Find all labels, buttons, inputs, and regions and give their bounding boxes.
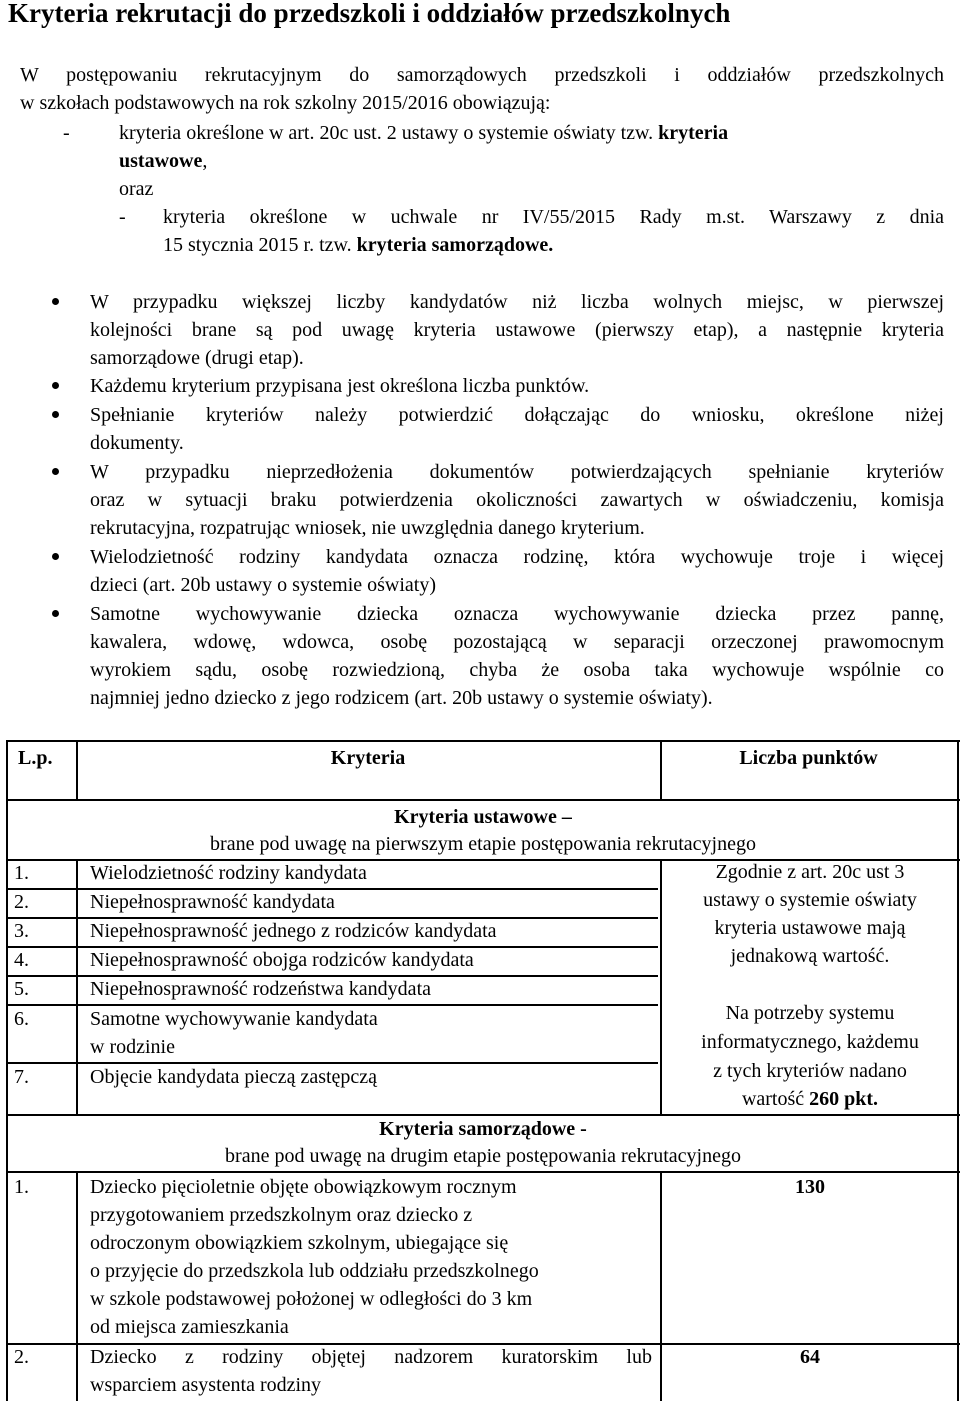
dash-item-2-text: 15 stycznia 2015 r. tzw. [163, 234, 352, 256]
table-row-criterion: Niepełnosprawność obojga rodziców kandydata [90, 949, 474, 971]
table-row-criterion: od miejsca zamieszkania [90, 1316, 289, 1338]
note-line: jednakową wartość. [730, 945, 890, 967]
table-row-lp: 7. [14, 1066, 29, 1088]
table-row-lp: 6. [14, 1008, 29, 1030]
dash-item-2-line-1: kryteria określone w uchwale nr IV/55/2015 Rady m.st. Warszawy z dnia [163, 206, 944, 228]
dash-item-1-bold: kryteria [658, 122, 729, 144]
bullet-dot [52, 468, 59, 475]
table-row-lp: 3. [14, 920, 29, 942]
table-row-points: 130 [795, 1176, 825, 1198]
section-1-subtitle: brane pod uwagę na pierwszym etapie postępowania rekrutacyjnego [210, 833, 756, 855]
bullet-dot [52, 610, 59, 617]
bullet-2-line-1: Każdemu kryterium przypisana jest określona liczba punktów. [90, 375, 590, 397]
table-border [6, 740, 960, 742]
table-row-lp: 1. [14, 1176, 29, 1198]
note-line: Na potrzeby systemu [725, 1002, 895, 1024]
dash-item-1-line-2 [119, 147, 207, 175]
bullet-dot [52, 382, 59, 389]
table-row-criterion: Wielodzietność rodziny kandydata [90, 862, 367, 884]
table-row-lp: 2. [14, 1346, 29, 1368]
note-line: informatycznego, każdemu [701, 1031, 919, 1053]
table-border [76, 859, 78, 1114]
bullet-6-line-4: najmniej jedno dziecko z jego rodzicem (art. 20b ustawy o systemie oświaty). [90, 687, 713, 709]
bullet-dot [52, 553, 59, 560]
dash-item-1-text: kryteria określone w art. 20c ust. 2 ustawy o systemie oświaty tzw. [119, 122, 654, 144]
intro-line-1: W postępowaniu rekrutacyjnym do samorządowych przedszkoli i oddziałów przedszkolnych [20, 64, 944, 86]
bullet-5-line-2: dzieci (art. 20b ustawy o systemie oświaty) [90, 574, 437, 596]
dash-item-2-bold: kryteria samorządowe. [356, 234, 554, 256]
bullet-6-line-3: wyrokiem sądu, osobę rozwiedzioną, chyba że osoba taka wychowuje wspólnie co [90, 659, 944, 681]
table-row-criterion: w rodzinie [90, 1036, 175, 1058]
table-row-criterion: Niepełnosprawność kandydata [90, 891, 335, 913]
table-row-criterion: przygotowaniem przedszkolnym oraz dziecko z [90, 1204, 473, 1226]
section-2-title: Kryteria samorządowe - [379, 1118, 587, 1140]
table-row-criterion: Objęcie kandydata pieczą zastępczą [90, 1066, 378, 1088]
bullet-1-line-1: W przypadku większej liczby kandydatów niż liczba wolnych miejsc, w pierwszej [90, 291, 944, 313]
intro-line-2: w szkołach podstawowych na rok szkolny 2015/2016 obowiązują: [20, 92, 551, 114]
table-row-criterion: w szkole podstawowej położonej w odległości do 3 km [90, 1288, 533, 1310]
note-value-points: 260 pkt. [809, 1088, 879, 1110]
table-row-criterion: Dziecko pięcioletnie objęte obowiązkowym rocznym [90, 1176, 517, 1198]
dash-item-1-bold-2: ustawowe [119, 150, 203, 172]
bullet-dot [52, 298, 59, 305]
note-line: Zgodnie z art. 20c ust 3 [715, 861, 905, 883]
dash-item-1-line-1 [119, 119, 728, 147]
table-row-criterion: Dziecko z rodziny objętej nadzorem kuratorskim lub [90, 1346, 652, 1368]
dash-marker: - [119, 206, 126, 228]
table-row-criterion: o przyjęcie do przedszkola lub oddziału przedszkolnego [90, 1260, 539, 1282]
bullet-1-line-2: kolejności brane są pod uwagę kryteria ustawowe (pierwszy etap), a następnie kryteria [90, 319, 944, 341]
bullet-3-line-2: dokumenty. [90, 432, 184, 454]
table-row-criterion: odroczonym obowiązkiem szkolnym, ubiegające się [90, 1232, 509, 1254]
note-line: ustawy o systemie oświaty [703, 889, 917, 911]
note-line: kryteria ustawowe mają [714, 917, 906, 939]
bullet-1-line-3: samorządowe (drugi etap). [90, 347, 304, 369]
bullet-6-line-1: Samotne wychowywanie dziecka oznacza wychowywanie dziecka przez pannę, [90, 603, 944, 625]
note-value-prefix: wartość [741, 1088, 810, 1110]
bullet-6-line-2: kawalera, wdowę, wdowca, osobę pozostającą w separacji orzeczonej prawomocnym [90, 631, 944, 653]
table-row-lp: 2. [14, 891, 29, 913]
bullet-dot [52, 411, 59, 418]
header-points: Liczba punktów [739, 747, 878, 769]
conjunction: oraz [119, 178, 154, 200]
table-row-criterion: wsparciem asystenta rodziny [90, 1374, 322, 1396]
dash-item-2-line-2 [163, 231, 553, 259]
table-row-lp: 1. [14, 862, 29, 884]
table-border [6, 799, 960, 801]
note-line-value [660, 1085, 960, 1113]
header-lp: L.p. [18, 747, 53, 769]
bullet-4-line-3: rekrutacyjna, rozpatrując wniosek, nie uwzględnia danego kryterium. [90, 517, 645, 539]
dash-item-1-comma: , [202, 150, 208, 172]
table-row-criterion: Niepełnosprawność jednego z rodziców kandydata [90, 920, 497, 942]
dash-marker: - [63, 122, 70, 144]
bullet-4-line-1: W przypadku nieprzedłożenia dokumentów potwierdzających spełnianie kryteriów [90, 461, 944, 483]
bullet-3-line-1: Spełnianie kryteriów należy potwierdzić dołączając do wniosku, określone niżej [90, 404, 944, 426]
page-title: Kryteria rekrutacji do przedszkoli i oddziałów przedszkolnych [8, 0, 731, 28]
table-row-lp: 5. [14, 978, 29, 1000]
table-row-criterion: Samotne wychowywanie kandydata [90, 1008, 378, 1030]
header-criteria: Kryteria [330, 747, 406, 769]
table-row-lp: 4. [14, 949, 29, 971]
bullet-4-line-2: oraz w sytuacji braku potwierdzenia okoliczności zawartych w oświadczeniu, komisja [90, 489, 944, 511]
table-row-points: 64 [800, 1346, 820, 1368]
table-border [76, 1171, 78, 1401]
section-1-title: Kryteria ustawowe – [394, 806, 572, 828]
section-2-subtitle: brane pod uwagę na drugim etapie postępowania rekrutacyjnego [225, 1145, 741, 1167]
note-line: z tych kryteriów nadano [713, 1060, 907, 1082]
table-row-criterion: Niepełnosprawność rodzeństwa kandydata [90, 978, 431, 1000]
bullet-5-line-1: Wielodzietność rodziny kandydata oznacza rodzinę, która wychowuje troje i więcej [90, 546, 944, 568]
